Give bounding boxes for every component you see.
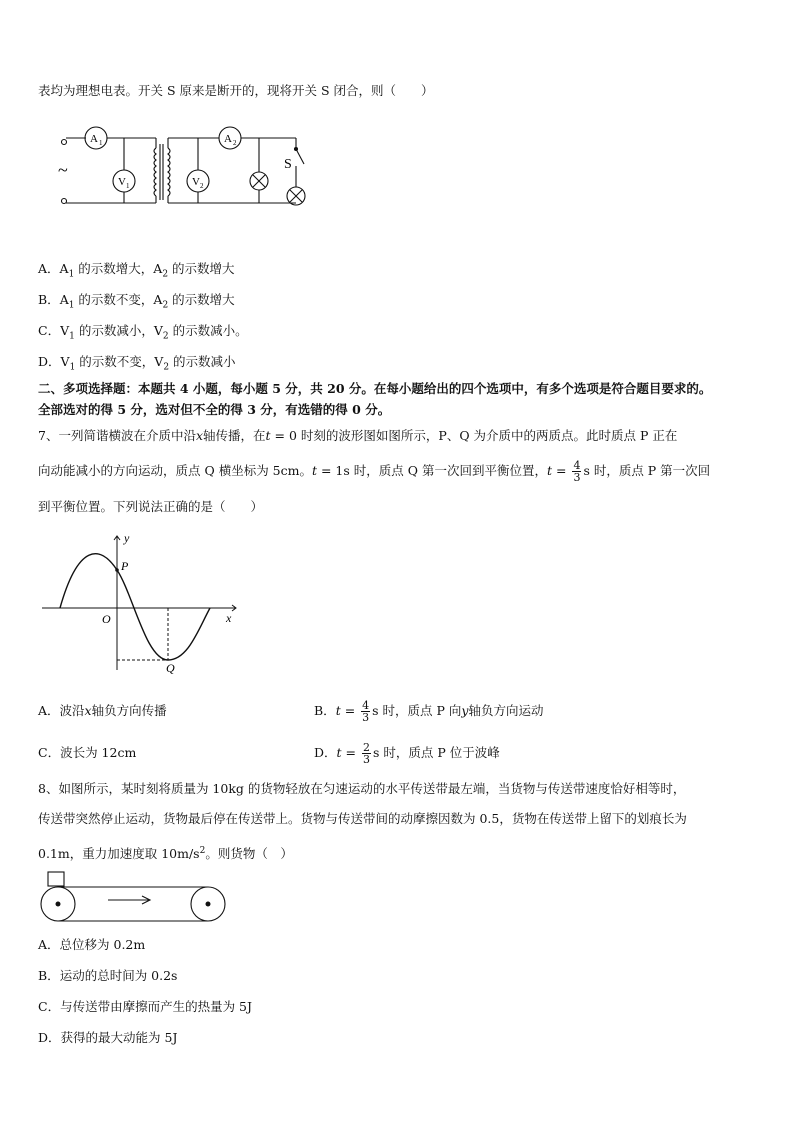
transformer-circuit-diagram xyxy=(48,118,318,233)
svg-text:V: V xyxy=(118,176,126,188)
svg-text:1: 1 xyxy=(126,182,130,190)
conveyor-belt-diagram xyxy=(38,870,230,922)
q8-stem-line1: 8、如图所示，某时刻将质量为 10kg 的货物轻放在匀速运动的水平传送带最左端，当货物与传送带速度恰好相等时， xyxy=(38,781,686,796)
q6-option-d: D．$V_1$ 的示数不变，$V_2$ 的示数减小 xyxy=(38,354,236,373)
left-axle xyxy=(56,902,61,907)
p-label: P xyxy=(121,559,129,573)
q7-option-d: D．t = $\frac{2}{3}$ s 时，质点 P 位于波峰 xyxy=(314,741,500,766)
q6-option-c: C．$V_1$ 的示数减小，$V_2$ 的示数减小。 xyxy=(38,323,248,342)
q7-option-a: A．波沿x轴负方向传播 xyxy=(38,703,167,718)
terminal-bottom xyxy=(62,199,67,204)
wave-curve xyxy=(60,554,210,660)
q8-stem-line2: 传送带突然停止运动，货物最后停在传送带上。货物与传送带间的动摩擦因数为 0.5，货物在传送带上留下的划痕长为 xyxy=(38,811,687,826)
q7-stem-line2: 向动能减小的方向运动，质点 Q 横坐标为 5cm。t = 1s 时，质点 Q 第一次回到平衡位置，t = $\frac{4}{3}$ s 时，质点 P 第一次回 xyxy=(38,459,711,484)
svg-text:A: A xyxy=(224,133,232,145)
x-axis-label: x xyxy=(226,611,232,625)
q6-option-a: A．$A_1$ 的示数增大，$A_2$ 的示数增大 xyxy=(38,261,235,280)
q-label: Q xyxy=(166,661,175,675)
q7-stem-line1: 7、一列简谐横波在介质中沿x轴传播，在t = 0 时刻的波形图如图所示，P、Q 为介质中的两质点。此时质点 P 正在 xyxy=(38,428,678,443)
right-axle xyxy=(206,902,211,907)
svg-text:1: 1 xyxy=(99,139,103,147)
q8-option-d: D．获得的最大动能为 5J xyxy=(38,1030,178,1045)
section-2-heading: 二、多项选择题：本题共 4 小题，每小题 5 分，共 20 分。在每小题给出的四个选项中，有多个选项是符合题目要求的。 xyxy=(38,381,712,396)
point-p xyxy=(115,568,119,572)
svg-text:V: V xyxy=(192,176,200,188)
switch-s xyxy=(296,149,304,164)
q8-stem-line3: 0.1m，重力加速度取 $10m/s^2$。则货物（ ） xyxy=(38,846,293,862)
q8-option-a: A．总位移为 0.2m xyxy=(38,937,146,952)
origin-label: O xyxy=(102,612,111,626)
ac-source-symbol: ~ xyxy=(58,160,68,180)
y-axis-label: y xyxy=(124,531,130,545)
section-2-scoring: 全部选对的得 5 分，选对但不全的得 3 分，有选错的得 0 分。 xyxy=(38,402,391,417)
svg-text:2: 2 xyxy=(200,182,204,190)
wave-graph xyxy=(38,530,248,675)
q8-option-c: C．与传送带由摩擦而产生的热量为 5J xyxy=(38,999,253,1014)
q6-option-b: B．$A_1$ 的示数不变，$A_2$ 的示数增大 xyxy=(38,292,235,311)
q8-option-b: B．运动的总时间为 0.2s xyxy=(38,968,178,983)
svg-text:A: A xyxy=(90,133,98,145)
svg-text:2: 2 xyxy=(233,139,237,147)
switch-label: S xyxy=(284,157,292,172)
q7-stem-line3: 到平衡位置。下列说法正确的是（ ） xyxy=(38,499,264,514)
q6-stem-tail: 表均为理想电表。开关 S 原来是断开的，现将开关 S 闭合，则（ ） xyxy=(38,83,434,98)
q7-option-b: B．t = $\frac{4}{3}$ s 时，质点 P 向y轴负方向运动 xyxy=(314,699,544,724)
q7-option-c: C．波长为 12cm xyxy=(38,745,137,760)
terminal-top xyxy=(62,140,67,145)
cargo-block xyxy=(48,872,64,886)
